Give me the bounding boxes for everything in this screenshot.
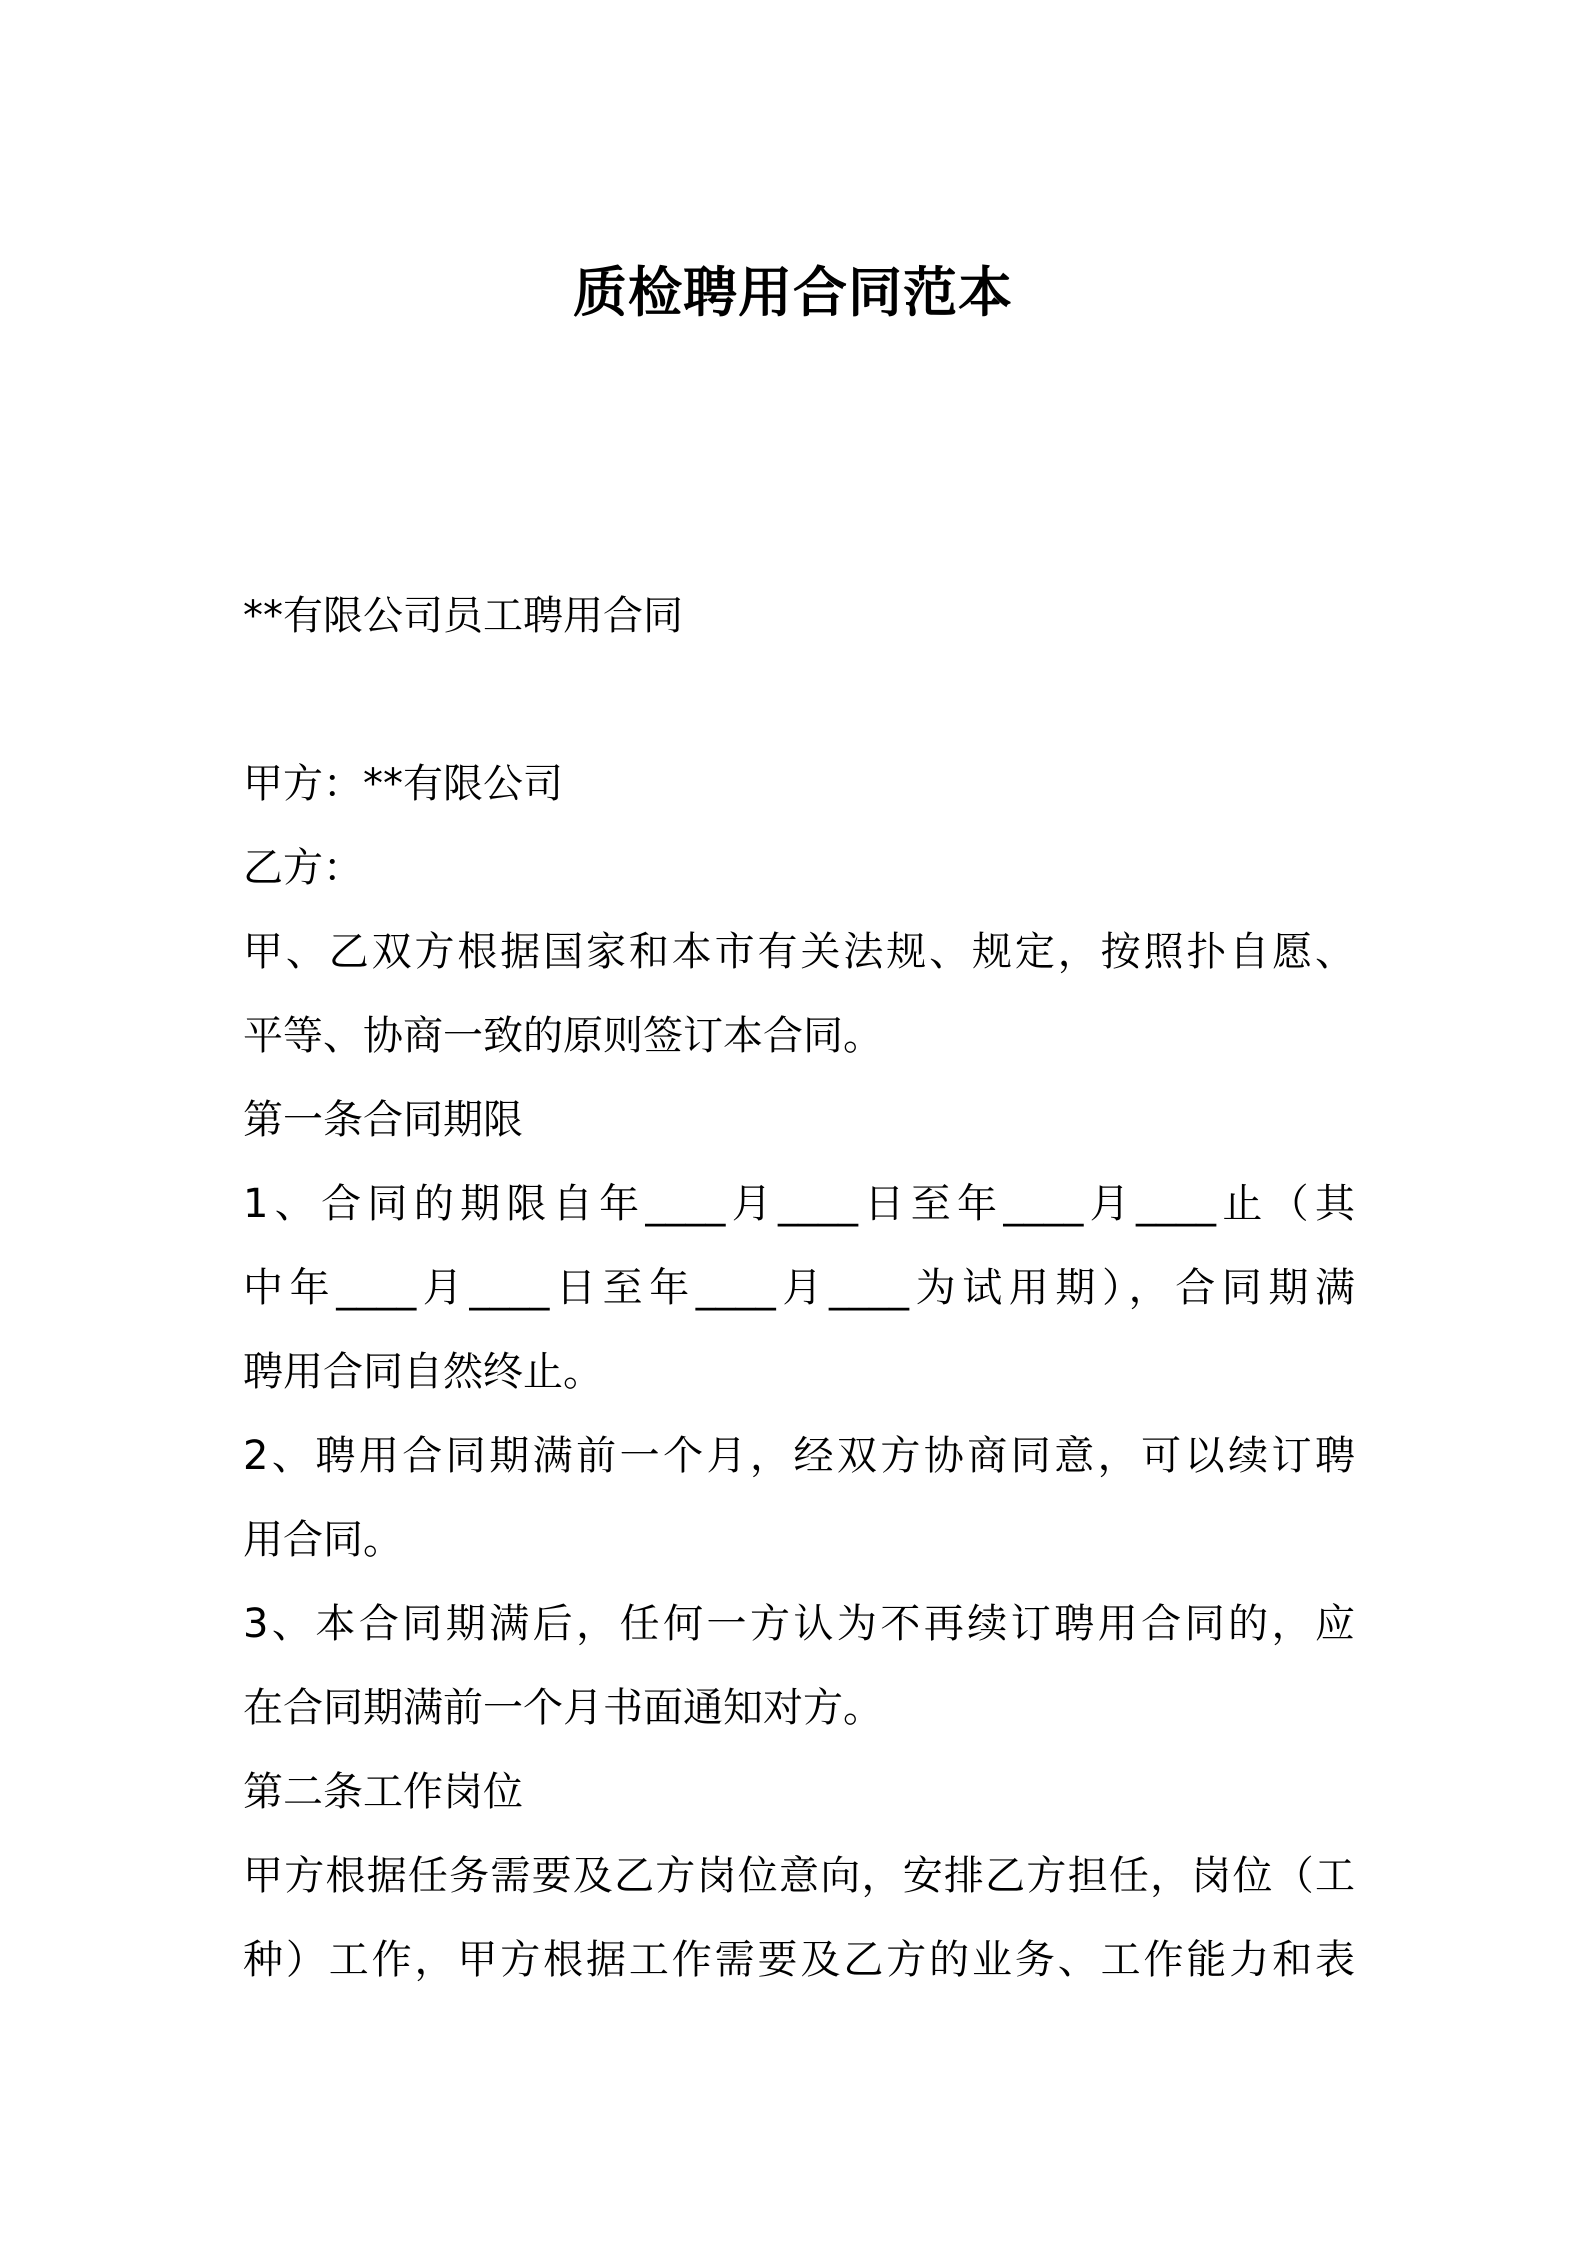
document-title: 质检聘用合同范本 <box>573 261 1013 324</box>
paragraph-line: 甲方根据任务需要及乙方岗位意向，安排乙方担任，岗位（工 <box>243 1853 1355 1899</box>
paragraph-line: 1、合同的期限自年____月____日至年____月____止（其 <box>243 1181 1355 1227</box>
party-a: 甲方：**有限公司 <box>243 761 563 807</box>
contract-subtitle: **有限公司员工聘用合同 <box>243 593 683 639</box>
paragraph-line: 聘用合同自然终止。 <box>243 1349 603 1395</box>
document-body <box>243 574 1355 2002</box>
blank-line <box>243 658 1355 742</box>
paragraph-line: 种）工作，甲方根据工作需要及乙方的业务、工作能力和表 <box>243 1937 1355 1983</box>
paragraph-line: 甲、乙双方根据国家和本市有关法规、规定，按照扑自愿、 <box>243 929 1355 975</box>
party-b: 乙方： <box>243 845 363 891</box>
article-heading: 第二条工作岗位 <box>243 1769 523 1815</box>
paragraph-line: 中年____月____日至年____月____为试用期），合同期满 <box>243 1265 1355 1311</box>
paragraph-line: 3、本合同期满后，任何一方认为不再续订聘用合同的，应 <box>243 1601 1355 1647</box>
paragraph-line: 平等、协商一致的原则签订本合同。 <box>243 1013 883 1059</box>
article-heading: 第一条合同期限 <box>243 1097 523 1143</box>
paragraph-line: 用合同。 <box>243 1517 403 1563</box>
paragraph-line: 在合同期满前一个月书面通知对方。 <box>243 1685 883 1731</box>
paragraph-line: 2、聘用合同期满前一个月，经双方协商同意，可以续订聘 <box>243 1433 1355 1479</box>
